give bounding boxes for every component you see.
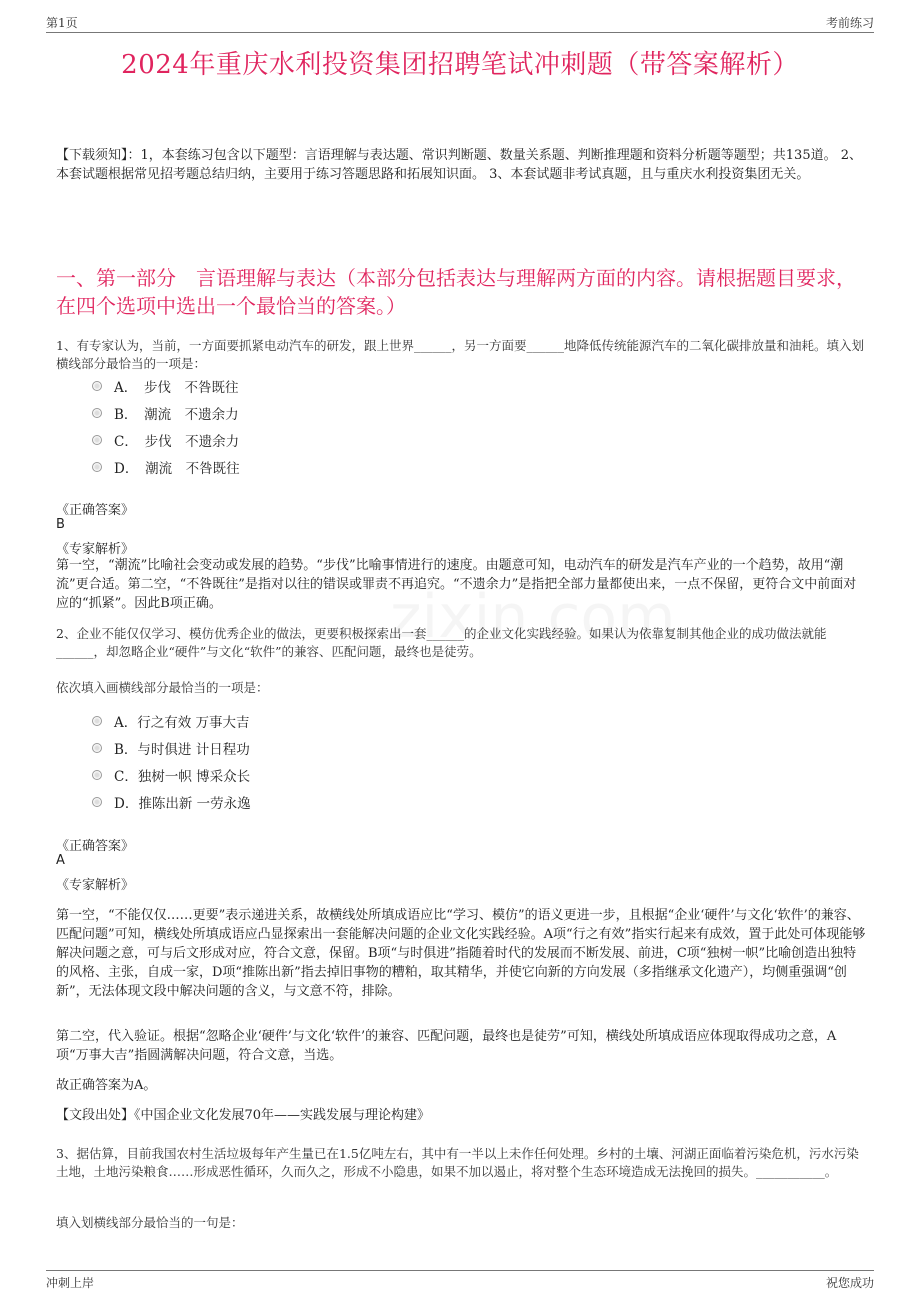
analysis-label: 《专家解析》 [56, 542, 135, 557]
answer-label: 《正确答案》 [56, 839, 135, 854]
option-c[interactable]: C． 步伐 不遗余力 [92, 426, 240, 453]
analysis-text: 第一空，“潮流”比喻社会变动或发展的趋势。“步伐”比喻事情进行的速度。由题意可知，电动汽车的研发是汽车产业的一个趋势，故用“潮流”更合适。第二空，“不咎既往”是指对以往的错误或罪责不再追究。“不遗余力”是指把全部力量都使出来，一点不保留，更符合文中前面对应的“抓紧”。因此B项正确。 [56, 558, 857, 611]
analysis-label: 《专家解析》 [56, 878, 135, 893]
question-3-stem: 3、据估算，目前我国农村生活垃圾每年产生量已在1.5亿吨左右，其中有一半以上未作任何处理。乡村的土壤、河湖正面临着污染危机，污水污染土地，土地污染粮食……形成恶性循环，久而久之，形成不小隐患，如果不加以遏止，将对整个生态环境造成无法挽回的损失。___________。 [56, 1146, 859, 1179]
option-d[interactable]: D．推陈出新 一劳永逸 [92, 788, 251, 815]
source-citation: 【文段出处】《中国企业文化发展70年——实践发展与理论构建》 [56, 1108, 431, 1123]
question-2-stem: 2、企业不能仅仅学习、模仿优秀企业的做法，更要积极探索出一套______的企业文化实践经验。如果认为依靠复制其他企业的成功做法就能______，却忽略企业“硬件”与文化“软件”的兼容、匹配问题，最终也是徒劳。 [56, 626, 827, 659]
radio-icon[interactable] [92, 797, 102, 807]
option-d[interactable]: D． 潮流 不咎既往 [92, 453, 240, 480]
page-header [46, 12, 874, 33]
download-notice: 【下载须知】：1，本套练习包含以下题型：言语理解与表达题、常识判断题、数量关系题、判断推理题和资料分析题等题型；共135道。 2、本套试题根据常见招考题总结归纳，主要用于练习答题思路和拓展知识面。 3、本套试题非考试真题，且与重庆水利投资集团无关。 [56, 148, 862, 182]
analysis-text: 第一空，“不能仅仅……更要”表示递进关系，故横线处所填成语应比“学习、模仿”的语义更进一步，且根据“企业‘硬件’与文化‘软件’的兼容、匹配问题”可知，横线处所填成语应凸显探索出一套能解决问题的企业文化实践经验。A项“行之有效”指实行起来有成效，置于此处可体现能够解决问题之意，可与后文形成对应，符合文意，保留。B项“与时俱进”指随着时代的发展而不断发展、前进，C项“独树一帜”比喻创造出独特的风格、主张，自成一家，D项“推陈出新”指去掉旧事物的糟粕，取其精华，并使它向新的方向发展（多指继承文化遗产），均侧重强调“创新”，无法体现文段中解决问题的含义，与文意不符，排除。 [56, 908, 866, 999]
answer-value: B [56, 517, 65, 532]
radio-icon[interactable] [92, 462, 102, 472]
option-a[interactable]: A．行之有效 万事大吉 [92, 707, 251, 734]
option-a[interactable]: A． 步伐 不咎既往 [92, 372, 240, 399]
analysis-text: 第二空，代入验证。根据“忽略企业‘硬件’与文化‘软件’的兼容、匹配问题，最终也是徒劳”可知，横线处所填成语应体现取得成功之意，A项“万事大吉”指圆满解决问题，符合文意，当选。 [56, 1029, 837, 1063]
question-2-prompt: 依次填入画横线部分最恰当的一项是： [56, 680, 269, 695]
question-2-options [92, 707, 251, 815]
option-c[interactable]: C．独树一帜 博采众长 [92, 761, 251, 788]
question-3-prompt: 填入划横线部分最恰当的一句是： [56, 1215, 244, 1230]
document-title: 2024年重庆水利投资集团招聘笔试冲刺题（带答案解析） [121, 50, 799, 80]
page-number: 第1页 [46, 16, 78, 30]
radio-icon[interactable] [92, 435, 102, 445]
footer-left: 冲刺上岸 [46, 1276, 95, 1290]
option-b[interactable]: B．与时俱进 计日程功 [92, 734, 251, 761]
radio-icon[interactable] [92, 381, 102, 391]
radio-icon[interactable] [92, 770, 102, 780]
section-heading: 一、第一部分 言语理解与表达（本部分包括表达与理解两方面的内容。请根据题目要求，在四个选项中选出一个最恰当的答案。） [56, 266, 856, 318]
footer-right: 祝您成功 [825, 1276, 874, 1290]
conclusion: 故正确答案为A。 [56, 1078, 157, 1093]
answer-label: 《正确答案》 [56, 503, 135, 518]
radio-icon[interactable] [92, 743, 102, 753]
option-b[interactable]: B． 潮流 不遗余力 [92, 399, 240, 426]
header-tag: 考前练习 [825, 16, 874, 30]
radio-icon[interactable] [92, 716, 102, 726]
answer-value: A [56, 853, 65, 868]
question-1-stem: 1、有专家认为，当前，一方面要抓紧电动汽车的研发，跟上世界______，另一方面要______地降低传统能源汽车的二氧化碳排放量和油耗。填入划横线部分最恰当的一项是： [56, 338, 864, 371]
question-1-options [92, 372, 240, 480]
radio-icon[interactable] [92, 408, 102, 418]
page-footer [46, 1270, 874, 1293]
